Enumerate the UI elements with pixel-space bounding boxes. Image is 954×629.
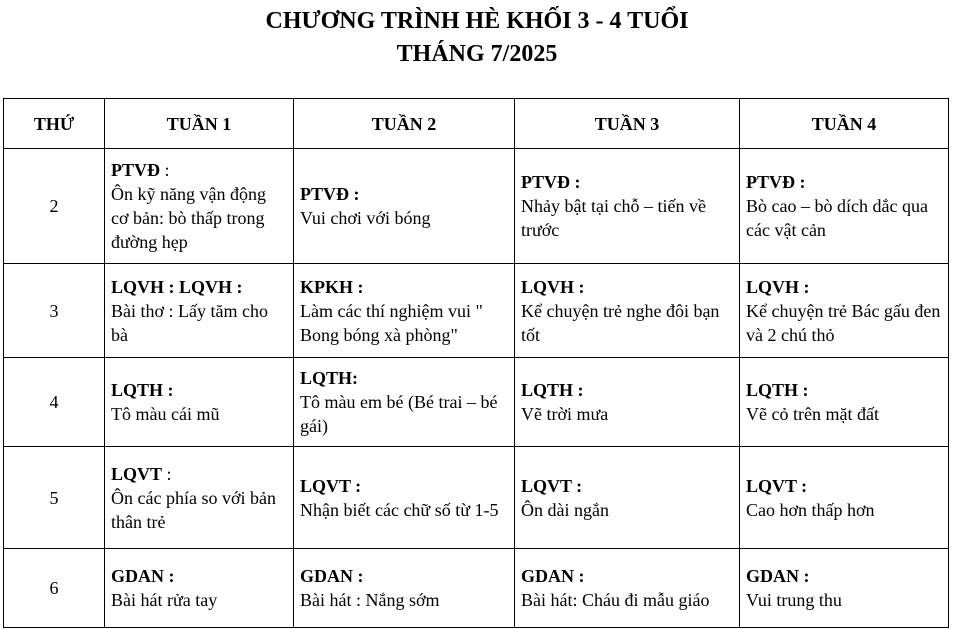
table-row: [4, 149, 949, 264]
table-row: [4, 549, 949, 628]
activity-text: Kể chuyện trẻ Bác gấu đen và 2 chú thỏ: [746, 300, 941, 345]
header-week-2: TUẦN 2: [294, 99, 515, 149]
activity-text: Vui trung thu: [746, 590, 842, 610]
subject-label: GDAN :: [111, 566, 175, 586]
subject-label: PTVĐ :: [300, 184, 360, 204]
subject-label: LQVH : LQVH :: [111, 276, 243, 297]
header-row: [4, 99, 949, 149]
activity-cell: [105, 549, 294, 628]
schedule-table: [3, 98, 949, 628]
day-cell: 3: [4, 264, 105, 358]
activity-cell: [740, 264, 949, 358]
subject-label: LQVT :: [300, 475, 362, 496]
subject-label: GDAN :: [300, 566, 364, 586]
header-week-4: TUẦN 4: [740, 99, 949, 149]
activity-text: Tô màu cái mũ: [111, 404, 220, 424]
header-day: THỨ: [4, 99, 105, 149]
document-title: CHƯƠNG TRÌNH HÈ KHỐI 3 - 4 TUỔI: [265, 8, 689, 34]
activity-cell: [294, 549, 515, 628]
activity-cell: [105, 264, 294, 358]
subject-label: LQVT :: [521, 475, 583, 496]
activity-text: Nhảy bật tại chỗ – tiến về trước: [521, 196, 706, 240]
activity-text: Bài hát rửa tay: [111, 590, 218, 610]
activity-text: Bài hát : Nắng sớm: [300, 590, 440, 610]
activity-text: Vẽ trời mưa: [521, 404, 609, 424]
activity-cell: [105, 447, 294, 549]
table-row: [4, 358, 949, 447]
activity-text: Tô màu em bé (Bé trai – bé gái): [300, 392, 498, 436]
activity-cell: [515, 358, 740, 447]
subject-label: LQTH :: [746, 380, 809, 400]
subject-separator: :: [162, 463, 172, 484]
subject-separator: :: [160, 160, 170, 180]
subject-label: LQVT :: [746, 475, 808, 496]
subject-label: PTVĐ: [111, 160, 160, 180]
subject-label: GDAN :: [746, 566, 810, 586]
subject-label: PTVĐ :: [746, 172, 806, 192]
header-week-1: TUẦN 1: [105, 99, 294, 149]
activity-cell: [740, 447, 949, 549]
activity-cell: [294, 447, 515, 549]
activity-cell: [105, 149, 294, 264]
subject-label: LQVH :: [746, 276, 810, 297]
activity-cell: [515, 447, 740, 549]
subject-label: KPKH :: [300, 276, 364, 297]
activity-cell: [105, 358, 294, 447]
activity-text: Ôn kỹ năng vận động cơ bản: bò thấp trong đường hẹp: [111, 184, 266, 252]
activity-cell: [294, 264, 515, 358]
document-subtitle: THÁNG 7/2025: [396, 41, 558, 67]
activity-text: Ôn dài ngắn: [521, 499, 609, 520]
activity-text: Vẽ cỏ trên mặt đất: [746, 404, 879, 424]
activity-cell: [515, 149, 740, 264]
subject-label: LQTH:: [300, 368, 359, 388]
subject-label: LQVT: [111, 463, 163, 484]
activity-text: Bài hát: Cháu đi mẫu giáo: [521, 590, 710, 610]
activity-cell: [294, 358, 515, 447]
header-week-3: TUẦN 3: [515, 99, 740, 149]
day-cell: 2: [4, 149, 105, 264]
day-cell: 5: [4, 447, 105, 549]
table-row: [4, 264, 949, 358]
activity-cell: [740, 549, 949, 628]
activity-cell: [294, 149, 515, 264]
activity-cell: [740, 358, 949, 447]
activity-text: Bài thơ : Lấy tăm cho bà: [111, 300, 268, 345]
activity-cell: [515, 549, 740, 628]
activity-text: Cao hơn thấp hơn: [746, 499, 875, 520]
activity-text: Vui chơi với bóng: [300, 208, 431, 228]
subject-label: GDAN :: [521, 566, 585, 586]
subject-label: LQVH :: [521, 276, 585, 297]
subject-label: LQTH :: [521, 380, 584, 400]
subject-label: LQTH :: [111, 380, 174, 400]
activity-text: Làm các thí nghiệm vui " Bong bóng xà phòng": [300, 300, 483, 345]
activity-text: Bò cao – bò dích dắc qua các vật cản: [746, 196, 928, 240]
activity-cell: [515, 264, 740, 358]
activity-cell: [740, 149, 949, 264]
activity-text: Ôn các phía so với bản thân trẻ: [111, 487, 276, 532]
day-cell: 6: [4, 549, 105, 628]
subject-label: PTVĐ :: [521, 172, 581, 192]
table-row: [4, 447, 949, 549]
day-cell: 4: [4, 358, 105, 447]
activity-text: Nhận biết các chữ số từ 1-5: [300, 499, 499, 520]
activity-text: Kể chuyện trẻ nghe đôi bạn tốt: [521, 300, 720, 345]
